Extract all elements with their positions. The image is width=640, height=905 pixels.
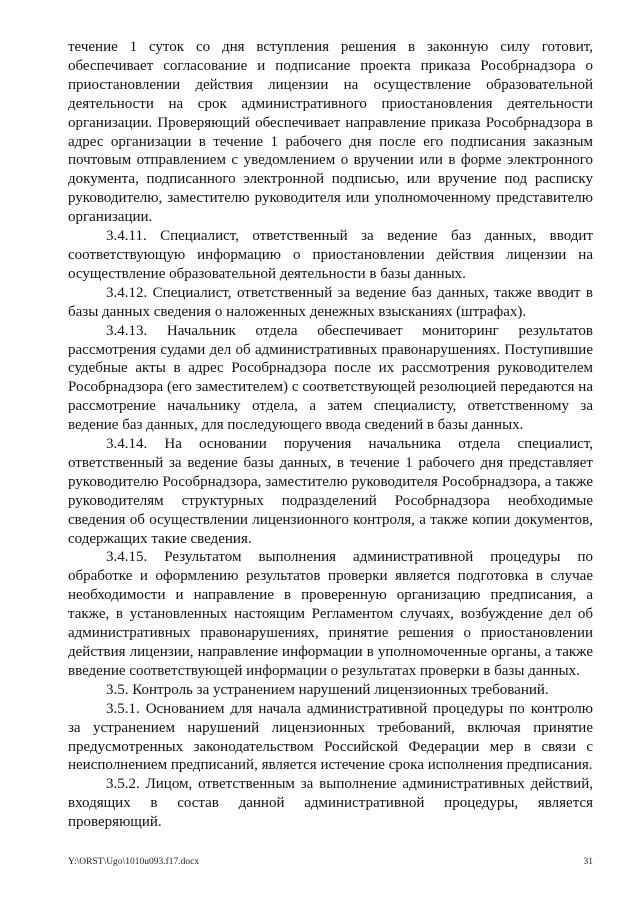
paragraph-3-5-1: 3.5.1. Основанием для начала административной процедуры по контролю за устранением нарушений лицензионных требований, включая принятие предусмотренных законодательством Российской Федерации мер в связи с неисполнением предписаний, является истечение срока исполнения предписания.	[68, 700, 593, 774]
paragraph-continuation: течение 1 суток со дня вступления решения в законную силу готовит, обеспечивает согласование и подписание проекта приказа Рособрнадзора о приостановлении действия лицензии на осуществление образовательной деятельности на срок административного приостановления деятельности организации. Проверяющий обеспечивает направление приказа Рособрнадзора в адрес организации в течение 1 рабочего дня после его подписания заказным почтовым отправлением с уведомлением о вручении или в форме электронного документа, подписанного электронной подписью, или вручение под расписку руководителю, заместителю руководителя или уполномоченному представителю организации.	[68, 39, 593, 226]
footer-file-path: Y:\ORST\Ugo\1010u093.f17.docx	[68, 857, 200, 867]
paragraph-3-4-14: 3.4.14. На основании поручения начальника отдела специалист, ответственный за ведение базы данных, в течение 1 рабочего дня представляет руководителю Рособрнадзора, заместителю руководителя Рособрнадзора, а также руководителям структурных подразделений Рособрнадзора необходимые сведения об осуществлении лицензионного контроля, а также копии документов, содержащих такие сведения.	[68, 436, 593, 547]
paragraph-3-4-13: 3.4.13. Начальник отдела обеспечивает мониторинг результатов рассмотрения судами дел об административных правонарушениях. Поступившие судебные акты в адрес Рособрнадзора после их рассмотрения руководителем Рособрнадзора (его заместителем) с соответствующей резолюцией передаются на рассмотрение начальнику отдела, а затем специалисту, ответственному за ведение баз данных, для последующего ввода сведений в базы данных.	[68, 322, 593, 434]
paragraph-3-5: 3.5. Контроль за устранением нарушений лицензионных требований.	[106, 681, 549, 698]
paragraph-3-4-11: 3.4.11. Специалист, ответственный за ведение баз данных, вводит соответствующую информацию о приостановлении действия лицензии на осуществление образовательной деятельности в базы данных.	[68, 228, 593, 282]
paragraph-3-4-15: 3.4.15. Результатом выполнения административной процедуры по обработке и оформлению результатов проверки является подготовка в случае необходимости и направление в проверенную организацию предписания, а также, в установленных настоящим Регламентом случаях, возбуждение дел об административных правонарушениях, принятие решения о приостановлении действия лицензии, направление информации в уполномоченные органы, а также введение соответствующей информации о результатах проверки в базы данных.	[68, 549, 593, 679]
page-number: 31	[583, 857, 593, 867]
document-body	[68, 38, 593, 832]
paragraph-3-4-12: 3.4.12. Специалист, ответственный за ведение баз данных, также вводит в базы данных сведения о наложенных денежных взысканиях (штрафах).	[68, 284, 593, 320]
paragraph-3-5-2: 3.5.2. Лицом, ответственным за выполнение административных действий, входящих в состав данной административной процедуры, является проверяющий.	[68, 776, 593, 831]
